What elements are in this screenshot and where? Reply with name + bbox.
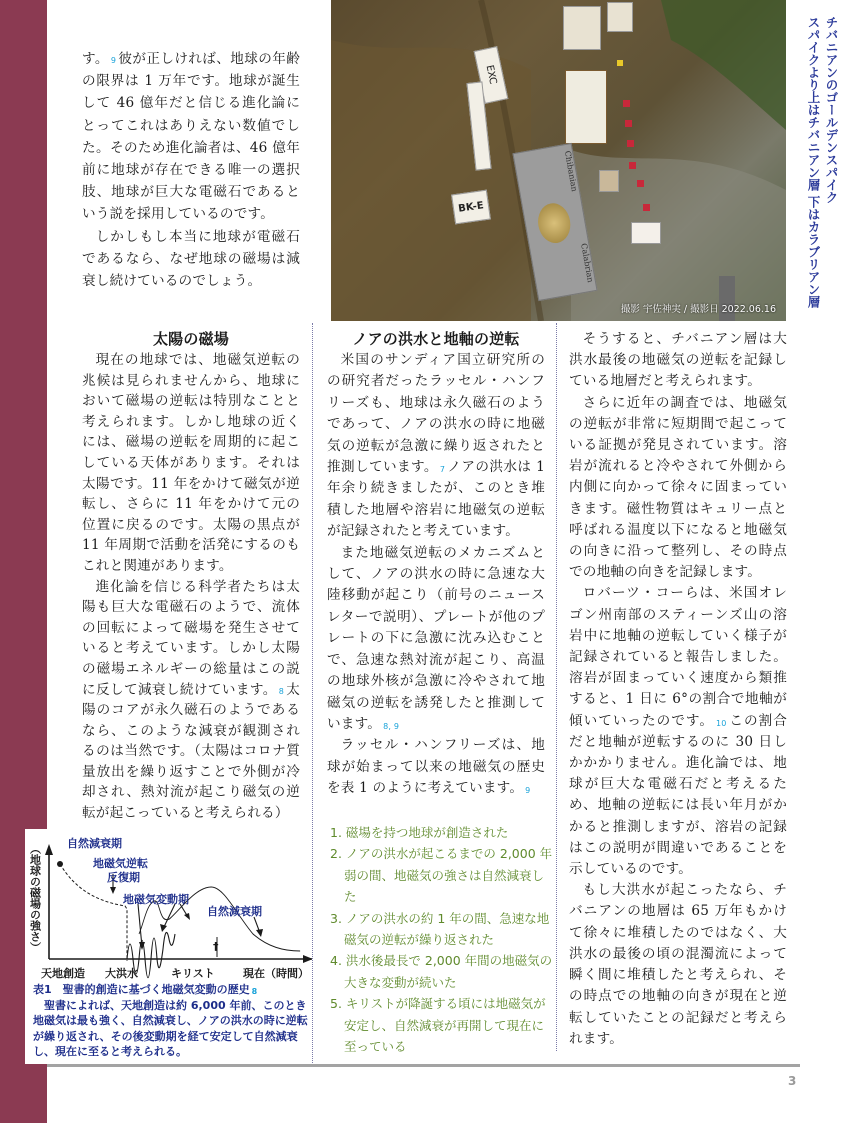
annotation-fluctuation: 地磁気変動期: [123, 893, 189, 906]
arrow-decay1-head: [110, 887, 116, 894]
list-item: 3. ノアの洪水の約 1 年の間、急速な地磁気の逆転が繰り返された: [330, 910, 550, 948]
text: この割合だと地軸が逆転するのに 30 日しかかかりません。進化論では、地球が巨大な電磁石だと考えるため、地軸の逆転には長い年月がかかると推測しますが、溶岩の記録はこの説明が間違いであることを示しているのです。: [569, 712, 787, 878]
paragraph: [82, 48, 300, 226]
text: また地磁気逆転のメカニズムとして、ノアの洪水の時に急速な大陸移動が起こり（前号のニュースレターで説明）、プレートが他のプレートの下に急激に沈み込むことで、急速な熱対流が起こり、高温の地球外核が急激に冷やされて地磁気の逆転を誘発したと推測しています。: [327, 544, 545, 732]
plate-label-top: Chibanian: [562, 149, 579, 193]
text: 米国のサンディア国立研究所のの研究者だったラッセル・ハンフリーズも、地球は永久磁石のようであって、ノアの洪水の時に地磁気の逆転が急激に繰り返されたと推測しています。: [327, 352, 545, 476]
chibanian-photo: [331, 0, 786, 321]
text: 進化論を信じる科学者たちは太陽も巨大な電磁石のようで、流体の回転によって磁場を発生させていると考えています。しかし太陽の磁場エネルギーの総量はこの説に反して減衰し続けています。: [82, 578, 300, 698]
section-heading-noah: ノアの洪水と地軸の逆転: [352, 330, 520, 348]
column-divider: [312, 323, 313, 1063]
geomagnetic-chart: [25, 829, 312, 979]
footnote-ref[interactable]: 9: [525, 786, 531, 796]
text: 太陽のコアが永久磁石のようであるなら、このような減衰が観測されるのは当然です。（太陽はコロナ質量放出を繰り返すことで外側が冷却され、熱対流が起こり磁気の逆転が起こっていると考えられる）: [82, 681, 301, 822]
footer-rule: [47, 1064, 800, 1067]
x-label-christ: キリスト: [171, 967, 215, 979]
list-item: 1. 磁場を持つ地球が創造された: [330, 825, 509, 840]
figure-caption-title: [33, 982, 309, 998]
footnote-ref[interactable]: 7: [439, 465, 446, 475]
x-axis-arrow: [303, 955, 312, 963]
paragraph: [327, 543, 545, 736]
text: ノアの洪水は 1 年余り続きましたが、このとき堆積した地層や溶岩に地磁気の逆転が記録されたと考えています。: [327, 459, 545, 540]
figure-caption: [33, 982, 309, 1060]
arrow-decay2-head: [256, 929, 263, 937]
history-list: [330, 822, 555, 1057]
figure-caption-title-text: 表1 聖書的創造に基づく地磁気変動の歴史: [33, 983, 250, 996]
paragraph: しかしもし本当に地球が電磁石であるなら、なぜ地球の磁場は減衰し続けているのでしょう。: [82, 228, 300, 290]
footnote-ref[interactable]: 10: [715, 718, 727, 728]
text: す。: [82, 51, 109, 67]
list-item: 4. 洪水後最長で 2,000 年間の地磁気の大きな変動が続いた: [330, 953, 553, 990]
footnote-ref[interactable]: 8: [278, 686, 285, 696]
y-axis-label-text: （地球の磁場の強さ）: [28, 843, 42, 953]
y-axis-arrow: [45, 844, 53, 855]
paragraph: もし大洪水が起こったなら、チバニアンの地層は 65 万年もかけて徐々に堆積したのではなく、大洪水の最後の頃の混濁流によって瞬く間に堆積したと考えられ、その時点での地軸の向きが現在と逆転していたことの記録だと考えられます。: [569, 882, 787, 1047]
sign-bke-label: BK-E: [457, 199, 485, 215]
column-3: [569, 329, 787, 1050]
text: 彼が正しければ、地球の年齢の限界は 1 万年です。地球が誕生して 46 億年だと信じる進化論にとってこれはありえない数値でした。そのため進化論者は、46 億年前に地球が存在できる唯一の選択肢、地球が巨大な電磁石であるという説を採用しているのです。: [82, 51, 300, 223]
figure-geomagnetic-history: [25, 829, 312, 1064]
figure-caption-body: 聖書によれば、天地創造は約 6,000 年前、このとき地磁気は最も強く、自然減衰し、ノアの洪水の時に逆転が繰り返され、その後変動期を経て安定して自然減衰し、現在に至ると考えられる。: [33, 998, 308, 1058]
column-1-top: [82, 48, 300, 292]
page-number: 3: [788, 1074, 797, 1088]
paragraph: さらに近年の調査では、地磁気の逆転が非常に短期間で起こっている証拠が発見されています。溶岩が流れると冷やされて外側から内側に向かって徐々に固まっていきます。磁性物質はキュリー点と呼ばれる温度以下になると地磁気の向きに沿って整列し、その時点での地軸の向きを記録します。: [569, 394, 787, 581]
arrow-reversal: [138, 904, 142, 947]
arrow-fluct-1-head: [160, 924, 167, 932]
photo-credit: 撮影 宇佐神実 / 撮影日 2022.06.16: [620, 304, 776, 315]
footnote-ref[interactable]: 9: [110, 56, 117, 65]
column-2-noah-section: [327, 328, 545, 800]
y-axis-label: [29, 843, 42, 953]
arrow-fluct-1: [163, 904, 175, 929]
christ-cross: †: [213, 940, 219, 953]
caption-line-2: スパイクより上はチバニアン層 下はカラブリアン層: [806, 16, 821, 308]
x-label-present: 現在（時間）: [243, 967, 309, 979]
paragraph: そうすると、チバニアン層は大洪水最後の地磁気の逆転を記録している地層だと考えられます。: [569, 331, 787, 390]
section-heading-sun: 太陽の磁場: [152, 330, 229, 348]
footnote-ref[interactable]: 8: [251, 987, 258, 996]
annotation-decay-1: 自然減衰期: [67, 837, 122, 850]
paragraph: [327, 735, 545, 799]
paragraph: [82, 577, 300, 824]
paragraph: [569, 583, 787, 880]
text: ロバーツ・コーらは、米国オレゴン州南部のスティーンズ山の溶岩中に地軸の逆転していく様子が記録されていると報告しました。溶岩が固まっていく速度から類推すると、1 日に 6°の割合で地軸が傾いていったのです。: [569, 585, 787, 729]
text: ラッセル・ハンフリーズは、地球が始まって以来の地磁気の歴史を表 1 のように考えています。: [327, 737, 545, 797]
list-item: 5. キリストが降誕する頃には地磁気が安定し、自然減衰が再開して現在に至っている: [330, 996, 546, 1055]
annotation-reversal-2: 反復期: [107, 871, 140, 884]
footnote-ref[interactable]: 8, 9: [383, 721, 400, 731]
arrow-fluct-2-head: [184, 913, 190, 920]
paragraph: [327, 350, 545, 543]
column-divider: [556, 323, 557, 1051]
caption-line-1: チバニアンのゴールデンスパイク: [824, 16, 839, 204]
annotation-reversal-1: 地磁気逆転: [93, 857, 148, 870]
sign-exc-label: EXC: [483, 64, 499, 86]
photo-caption-vertical: [790, 16, 840, 328]
red-markers: [331, 0, 786, 321]
annotation-decay-2: 自然減衰期: [207, 905, 262, 918]
column-1-sun-section: [82, 328, 300, 824]
x-label-creation: 天地創造: [41, 967, 85, 979]
list-item: 2. ノアの洪水が起こるまでの 2,000 年弱の間、地磁気の強さは自然減衰した: [330, 846, 553, 905]
x-label-flood: 大洪水: [105, 967, 138, 979]
plate-label-bottom: Calabrian: [579, 242, 595, 284]
paragraph: 現在の地球では、地磁気逆転の兆候は見られませんから、地球において磁場の逆転は特別なことと考えられます。しかし地球の近くには、磁場の逆転を周期的に起こしている天体があります。それは太陽です。11 年をかけて磁気が逆転し、さらに 11 年をかけて元の位置に戻るのです。太陽の黒点が 11 年周期で活動を活発にするのもこれと関連があります。: [82, 352, 300, 574]
